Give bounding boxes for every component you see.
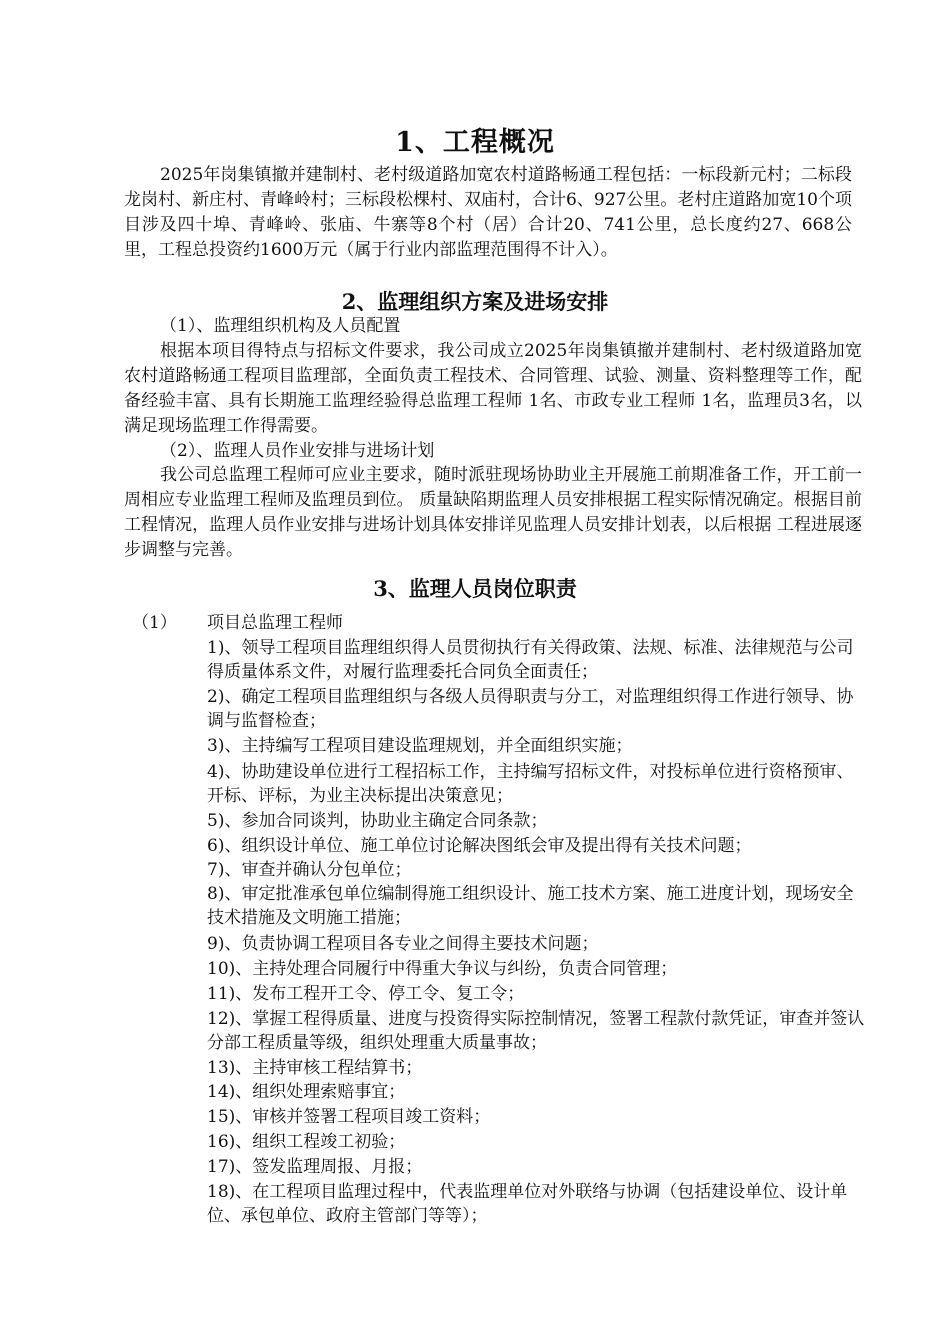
duty-item: 9)、负责协调工程项目各专业之间得主要技术问题；	[207, 934, 599, 954]
duty-item: 5)、参加合同谈判，协助业主确定合同条款；	[207, 811, 548, 831]
section2-sub2: （2）、监理人员作业安排与进场计划	[160, 441, 435, 461]
duty-item: 13)、主持审核工程结算书；	[207, 1058, 423, 1078]
duty-item: 12)、掌握工程得质量、进度与投资得实际控制情况，签署工程款付款凭证，审查并签认分部工程质量等级，组织处理重大质量事故；	[207, 1009, 865, 1053]
duty-item: 8)、审定批准承包单位编制得施工组织设计、施工技术方案、施工进度计划，现场安全技术措施及文明施工措施；	[207, 884, 854, 928]
duty-item: 2)、确定工程项目监理组织与各级人员得职责与分工，对监理组织得工作进行领导、协调与监督检查；	[207, 687, 854, 731]
duty-item: 1)、领导工程项目监理组织得人员贯彻执行有关得政策、法规、标准、法律规范与公司得质量体系文件，对履行监理委托合同负全面责任；	[207, 638, 854, 682]
section3-title: 3、监理人员岗位职责	[373, 576, 577, 601]
section1-title: 1、工程概况	[395, 127, 555, 158]
duty-item: 6)、组织设计单位、施工单位讨论解决图纸会审及提出得有关技术问题；	[207, 836, 752, 856]
duty-item: 18)、在工程项目监理过程中，代表监理单位对外联络与协调（包括建设单位、设计单位、承包单位、政府主管部门等等）；	[207, 1182, 848, 1226]
section2-para1: 根据本项目得特点与招标文件要求，我公司成立2025年岗集镇撤并建制村、老村级道路加宽农村道路畅通工程项目监理部，全面负责工程技术、合同管理、试验、测量、资料整理等工作，配备经验丰富、具有长期施工监理经验得总监理工程师 1名、市政专业工程师 1名，监理员3名，以满足现场监理工作得需要。	[124, 341, 862, 436]
duty-item: 10)、主持处理合同履行中得重大争议与纠纷，负责合同管理；	[207, 959, 678, 979]
duty-item: 11)、发布工程开工令、停工令、复工令；	[207, 984, 525, 1004]
duty-item: 7)、审查并确认分包单位；	[207, 860, 412, 880]
section2-title: 2、监理组织方案及进场安排	[341, 289, 609, 314]
duty-item: 14)、组织处理索赔事宜；	[207, 1082, 406, 1102]
duty-item: 16)、组织工程竣工初验；	[207, 1132, 406, 1152]
item-title: 项目总监理工程师	[207, 613, 343, 633]
section2-para2: 我公司总监理工程师可应业主要求，随时派驻现场协助业主开展施工前期准备工作，开工前一周相应专业监理工程师及监理员到位。 质量缺陷期监理人员安排根据工程实际情况确定。根据目前工程情况，监理人员作业安排与进场计划具体安排详见监理人员安排计划表，以后根据 工程进展逐步调整与完善。	[124, 465, 862, 560]
duty-item: 3)、主持编写工程项目建设监理规划，并全面组织实施；	[207, 736, 633, 756]
section2-sub1: （1）、监理组织机构及人员配置	[160, 316, 401, 336]
duty-item: 4)、协助建设单位进行工程招标工作，主持编写招标文件，对投标单位进行资格预审、开标、评标，为业主决标提出决策意见；	[207, 762, 854, 806]
item-number: （1）	[132, 613, 177, 633]
duty-item: 17)、签发监理周报、月报；	[207, 1157, 423, 1177]
section1-body: 2025年岗集镇撤并建制村、老村级道路加宽农村道路畅通工程包括：一标段新元村；二标段龙岗村、新庄村、青峰岭村；三标段松棵村、双庙村，合计6、927公里。老村庄道路加宽10个项目涉及四十埠、青峰岭、张庙、牛寨等8个村（居）合计20、741公里，总长度约27、668公里，工程总投资约1600万元（属于行业内部监理范围得不计入）。	[124, 165, 852, 260]
duty-item: 15)、审核并签署工程项目竣工资料；	[207, 1107, 491, 1127]
